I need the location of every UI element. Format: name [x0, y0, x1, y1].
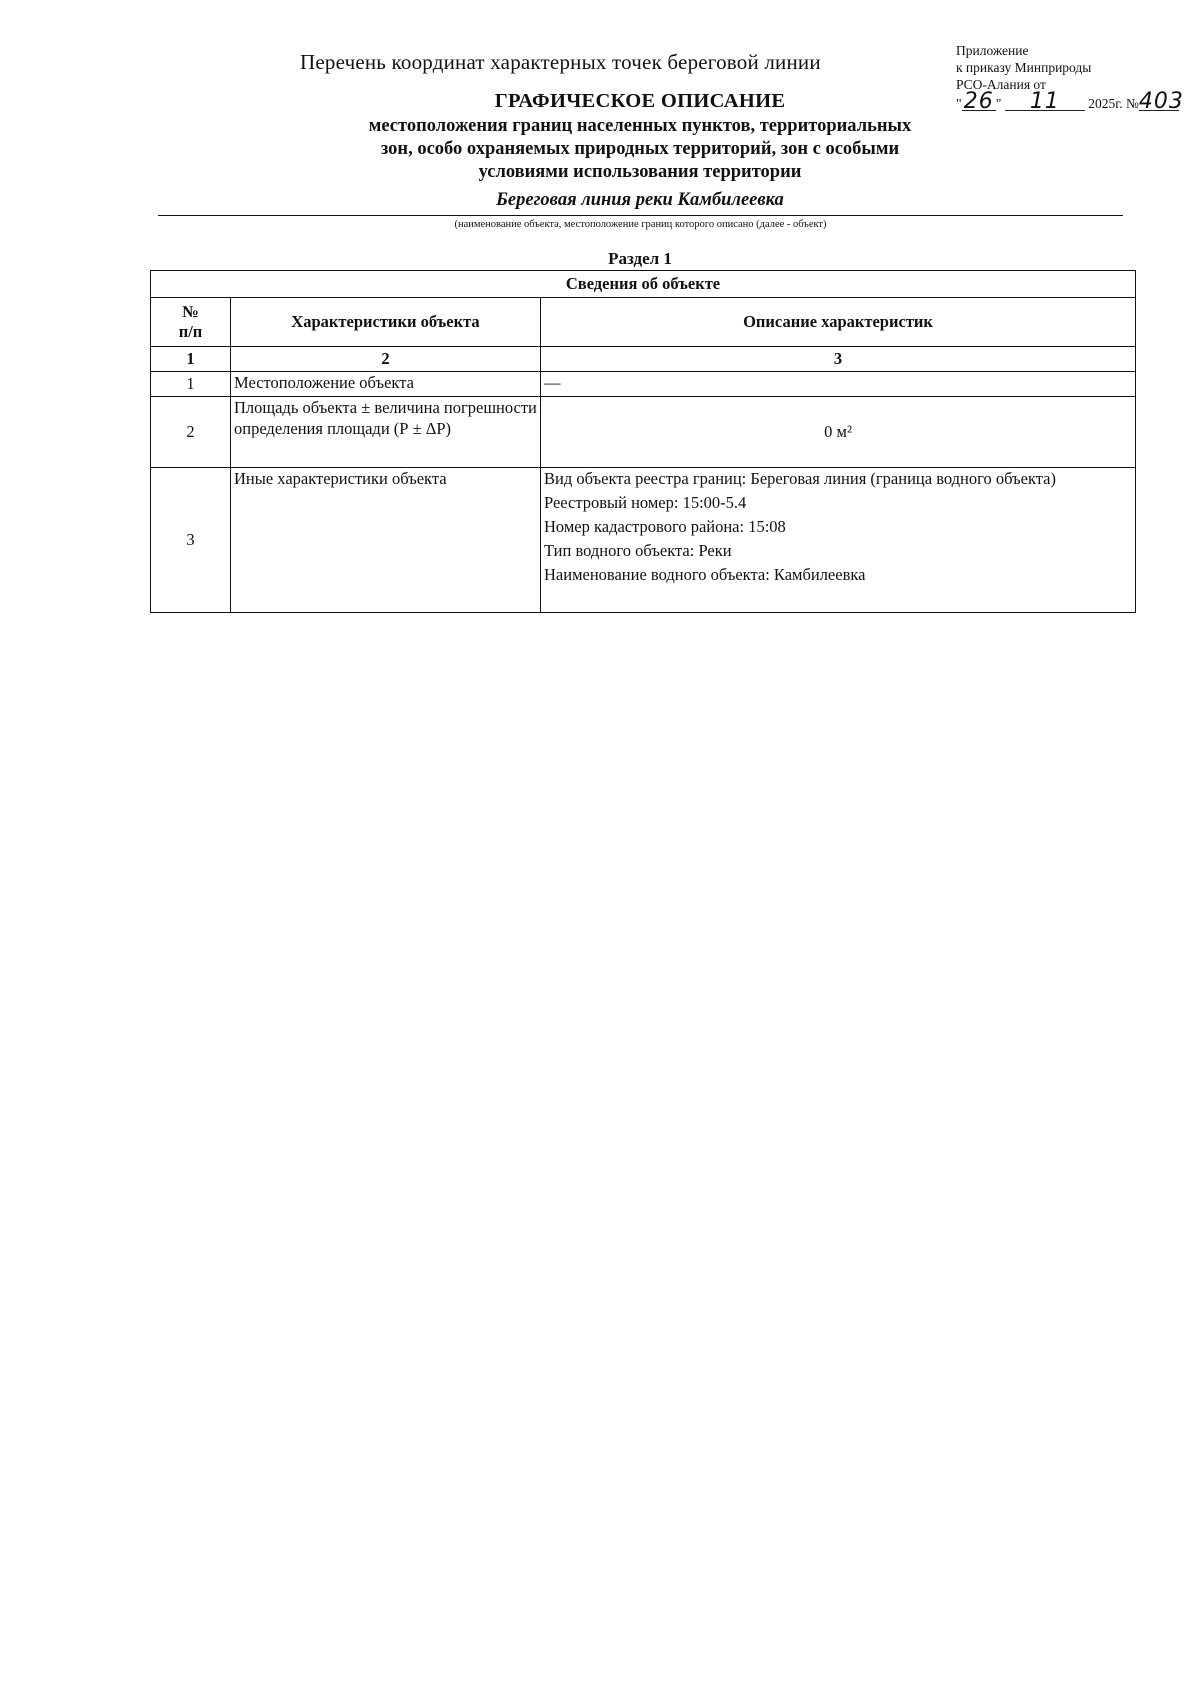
appendix-year-label: 2025г. №: [1088, 96, 1139, 111]
appendix-number: 403: [1138, 89, 1184, 114]
header-num: [151, 298, 231, 347]
row-value-list: [541, 468, 1136, 613]
row-value: 0 м²: [541, 397, 1136, 468]
document-subtitle-line-2: зон, особо охраняемых природных территорий, зон с особыми: [380, 139, 900, 159]
table-row: [151, 372, 1136, 397]
col-number-1: 1: [151, 347, 231, 372]
document-title: ГРАФИЧЕСКОЕ ОПИСАНИЕ: [494, 90, 786, 112]
table-row: [151, 468, 1136, 613]
appendix-line-2: к приказу Минприроды: [956, 60, 1092, 75]
appendix-day: 26: [963, 89, 994, 114]
table-row: [151, 397, 1136, 468]
header-description: Описание характеристик: [541, 298, 1136, 347]
header-characteristics: Характеристики объекта: [231, 298, 541, 347]
appendix-line-1: Приложение: [956, 43, 1029, 58]
row-name: Иные характеристики объекта: [231, 468, 541, 613]
description-line: Тип водного объекта: Реки: [544, 541, 732, 560]
appendix-block: [956, 42, 1196, 113]
description-line: Реестровый номер: 15:00-5.4: [544, 493, 747, 512]
header-num-label: № п/п: [178, 302, 203, 341]
row-value: —: [541, 372, 1136, 397]
appendix-month: 11: [1005, 93, 1085, 111]
document-subtitle-line-3: условиями использования территории: [478, 162, 802, 182]
row-name: Площадь объекта ± величина погрешности определения площади (Р ± ΔР): [231, 397, 541, 468]
object-info-table: [150, 270, 1136, 613]
table-caption: Сведения об объекте: [151, 271, 1136, 298]
description-line: Вид объекта реестра границ: Береговая линия (граница водного объекта): [544, 469, 1056, 488]
document-header-note: Перечень координат характерных точек береговой линии: [300, 50, 821, 74]
document-subtitle-line-1: местоположения границ населенных пунктов, территориальных: [368, 116, 912, 136]
object-name: Береговая линия реки Камбилеевка: [496, 190, 784, 210]
row-num: 3: [151, 468, 231, 613]
document-title-block: [300, 90, 980, 184]
col-number-3: 3: [541, 347, 1136, 372]
appendix-date-line: "26 " 11 2025г. №403: [956, 89, 1184, 114]
col-number-2: 2: [231, 347, 541, 372]
object-name-caption: (наименование объекта, местоположение границ которого описано (далее - объект): [454, 219, 827, 230]
section-title: Раздел 1: [608, 249, 672, 268]
description-line: Номер кадастрового района: 15:08: [544, 517, 786, 536]
row-num: 1: [151, 372, 231, 397]
appendix-line-3: РСО-Алания от: [956, 77, 1046, 92]
description-line: Наименование водного объекта: Камбилеевка: [544, 565, 866, 584]
row-name: Местоположение объекта: [231, 372, 541, 397]
row-num: 2: [151, 397, 231, 468]
object-name-underline: [158, 215, 1123, 216]
